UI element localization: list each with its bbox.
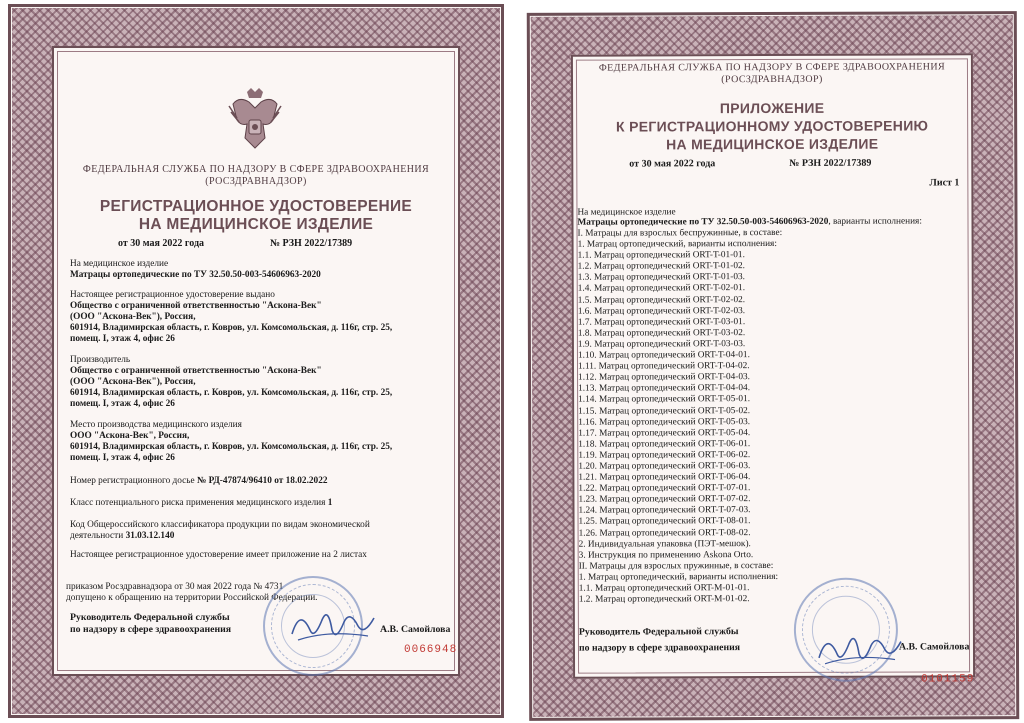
head-title-cont: по надзору в сфере здравоохранения xyxy=(70,624,232,635)
list-item: 1.25. Матрац ортопедический ORT-T-08-01. xyxy=(578,516,751,528)
dossier-row xyxy=(70,476,328,487)
head-title: Руководитель Федеральной службы xyxy=(70,612,230,623)
sheet-label: Лист 1 xyxy=(929,177,960,189)
list-item: 1.18. Матрац ортопедический ORT-T-06-01. xyxy=(578,438,751,450)
device-row xyxy=(577,216,921,228)
head-name: А.В. Самойлова xyxy=(380,624,451,635)
list-item: 1.26. Матрац ортопедический ORT-T-08-02. xyxy=(578,527,751,539)
certificate-number: № РЗН 2022/17389 xyxy=(270,238,353,249)
list-item: 1.15. Матрац ортопедический ORT-T-05-02. xyxy=(578,405,751,417)
head-title-cont: по надзору в сфере здравоохранения xyxy=(578,642,741,654)
list-item: 1.8. Матрац ортопедический ORT-T-03-02. xyxy=(577,327,746,339)
issued-label: Настоящее регистрационное удостоверение выдано xyxy=(70,290,275,300)
dossier-label: Номер регистрационного досье xyxy=(70,476,195,486)
list-item: 1.13. Матрац ортопедический ORT-T-04-04. xyxy=(578,383,751,394)
device-suffix: , варианты исполнения: xyxy=(828,216,922,227)
issued-line: помещ. I, этаж 4, офис 26 xyxy=(70,334,175,344)
list-item: 1.19. Матрац ортопедический ORT-T-06-02. xyxy=(578,449,751,461)
signature-icon xyxy=(815,624,905,674)
okp-row xyxy=(70,531,174,542)
list-item: 1.22. Матрац ортопедический ORT-T-07-01. xyxy=(578,483,751,494)
list-item: 1.17. Матрац ортопедический ORT-T-05-04. xyxy=(578,427,751,439)
okp-value: 31.03.12.140 xyxy=(125,531,175,541)
signature-icon xyxy=(288,600,378,650)
device-label: На медицинское изделие xyxy=(577,207,676,218)
agency-name: ФЕДЕРАЛЬНАЯ СЛУЖБА ПО НАДЗОРУ В СФЕРЕ ЗДРАВООХРАНЕНИЯ xyxy=(82,164,430,175)
list-item: 1.12. Матрац ортопедический ORT-T-04-03. xyxy=(578,372,750,383)
list-item: 1.20. Матрац ортопедический ORT-T-06-03. xyxy=(578,461,751,472)
head-title: Руководитель Федеральной службы xyxy=(578,626,739,638)
list-item: 1.21. Матрац ортопедический ORT-T-06-04. xyxy=(578,472,751,483)
list-item: 1.6. Матрац ортопедический ORT-T-02-03. xyxy=(577,305,746,317)
head-name: А.В. Самойлова xyxy=(898,641,970,653)
certificate-sheet xyxy=(8,4,504,718)
agency-name: ФЕДЕРАЛЬНАЯ СЛУЖБА ПО НАДЗОРУ В СФЕРЕ ЗДРАВООХРАНЕНИЯ xyxy=(598,61,946,74)
manufacturer-line: 601914, Владимирская область, г. Ковров, ул. Комсомольская, д. 116г, стр. 25, xyxy=(70,388,393,398)
issued-line: 601914, Владимирская область, г. Ковров, ул. Комсомольская, д. 116г, стр. 25, xyxy=(70,323,393,333)
manufacturer-label: Производитель xyxy=(70,355,131,365)
manufacturer-line: (ООО "Аскона-Век"), Россия, xyxy=(70,377,196,387)
production-label: Место производства медицинского изделия xyxy=(70,420,242,430)
agency-abbrev: (РОСЗДРАВНАДЗОР) xyxy=(205,176,307,187)
appendix-note: Настоящее регистрационное удостоверение имеет приложение на 2 листах xyxy=(70,550,367,560)
list-item: 1.14. Матрац ортопедический ORT-T-05-01. xyxy=(578,394,751,406)
list-item: 1.4. Матрац ортопедический ORT-T-02-01. xyxy=(577,283,746,295)
okp-label-cont: деятельности xyxy=(70,531,124,541)
list-item: 1.11. Матрац ортопедический ORT-T-04-02. xyxy=(577,361,750,372)
appendix-date: от 30 мая 2022 года xyxy=(629,158,716,170)
manufacturer-line: помещ. I, этаж 4, офис 26 xyxy=(70,399,175,409)
list-item: II. Матрацы для взрослых пружинные, в составе: xyxy=(578,560,774,572)
order-line: допущено к обращению на территории Российской Федерации. xyxy=(66,593,318,603)
appendix-sheet xyxy=(527,11,1019,721)
list-item: 1.1. Матрац ортопедический ORT-M-01-01. xyxy=(578,583,750,594)
list-item: 1.2. Матрац ортопедический ORT-M-01-02. xyxy=(578,594,750,605)
list-item: 1.5. Матрац ортопедический ORT-T-02-02. xyxy=(577,294,746,306)
device-value: Матрацы ортопедические по ТУ 32.50.50-003-54606963-2020 xyxy=(70,270,321,280)
list-item: 1.1. Матрац ортопедический ORT-T-01-01. xyxy=(577,250,745,261)
appendix-title: ПРИЛОЖЕНИЕ xyxy=(719,99,825,117)
device-label: На медицинское изделие xyxy=(70,259,169,269)
order-line: приказом Росздравнадзора от 30 мая 2022 года № 4731 xyxy=(66,582,284,592)
issued-line: Общество с ограниченной ответственностью "Аскона-Век" xyxy=(70,301,322,311)
production-line: помещ. I, этаж 4, офис 26 xyxy=(70,453,175,463)
dossier-value: № РД-47874/96410 от 18.02.2022 xyxy=(197,476,328,486)
appendix-title-line2: К РЕГИСТРАЦИОННОМУ УДОСТОВЕРЕНИЮ xyxy=(616,117,929,135)
list-item: 1. Матрац ортопедический, варианты исполнения: xyxy=(577,239,777,250)
list-item: 1.23. Матрац ортопедический ORT-T-07-02. xyxy=(578,494,751,505)
risk-value: 1 xyxy=(327,498,333,508)
list-item: 1.10. Матрац ортопедический ORT-T-04-01. xyxy=(577,350,750,361)
production-line: ООО "Аскона-Век", Россия, xyxy=(70,431,190,441)
certificate-subtitle: НА МЕДИЦИНСКОЕ ИЗДЕЛИЕ xyxy=(138,216,374,233)
list-item: 1.2. Матрац ортопедический ORT-T-01-02. xyxy=(577,261,745,272)
manufacturer-line: Общество с ограниченной ответственностью "Аскона-Век" xyxy=(70,366,322,376)
variant-list xyxy=(578,228,784,606)
device-value: Матрацы ортопедические по ТУ 32.50.50-003-54606963-2020 xyxy=(577,216,829,228)
coat-of-arms-icon xyxy=(225,86,285,152)
risk-label: Класс потенциального риска применения медицинского изделия xyxy=(70,498,326,508)
list-item: 1. Матрац ортопедический, варианты исполнения: xyxy=(578,571,779,583)
list-item: 1.24. Матрац ортопедический ORT-T-07-03. xyxy=(578,505,751,517)
appendix-title-line3: НА МЕДИЦИНСКОЕ ИЗДЕЛИЕ xyxy=(666,135,879,153)
appendix-number: № РЗН 2022/17389 xyxy=(789,157,872,169)
risk-row xyxy=(70,498,332,509)
agency-abbrev: (РОСЗДРАВНАДЗОР) xyxy=(721,73,823,86)
list-item: 3. Инструкция по применению Askona Orto. xyxy=(578,549,754,561)
issued-line: (ООО "Аскона-Век"), Россия, xyxy=(70,312,196,322)
okp-label: Код Общероссийского классификатора продукции по видам экономической xyxy=(70,520,370,530)
serial-number: 0101159 xyxy=(921,673,975,686)
list-item: 1.9. Матрац ортопедический ORT-T-03-03. xyxy=(577,339,746,350)
list-item: 2. Индивидуальная упаковка (ПЭТ-мешок). xyxy=(578,538,751,550)
list-item: 1.16. Матрац ортопедический ORT-T-05-03. xyxy=(578,416,751,428)
list-item: I. Матрацы для взрослых беспружинные, в составе: xyxy=(577,227,783,239)
certificate-date: от 30 мая 2022 года xyxy=(118,238,204,249)
production-line: 601914, Владимирская область, г. Ковров, ул. Комсомольская, д. 116г, стр. 25, xyxy=(70,442,393,452)
list-item: 1.7. Матрац ортопедический ORT-T-03-01. xyxy=(577,316,746,328)
list-item: 1.3. Матрац ортопедический ORT-T-01-03. xyxy=(577,272,746,284)
serial-number: 0066948 xyxy=(404,644,458,656)
certificate-title: РЕГИСТРАЦИОННОЕ УДОСТОВЕРЕНИЕ xyxy=(99,198,413,215)
